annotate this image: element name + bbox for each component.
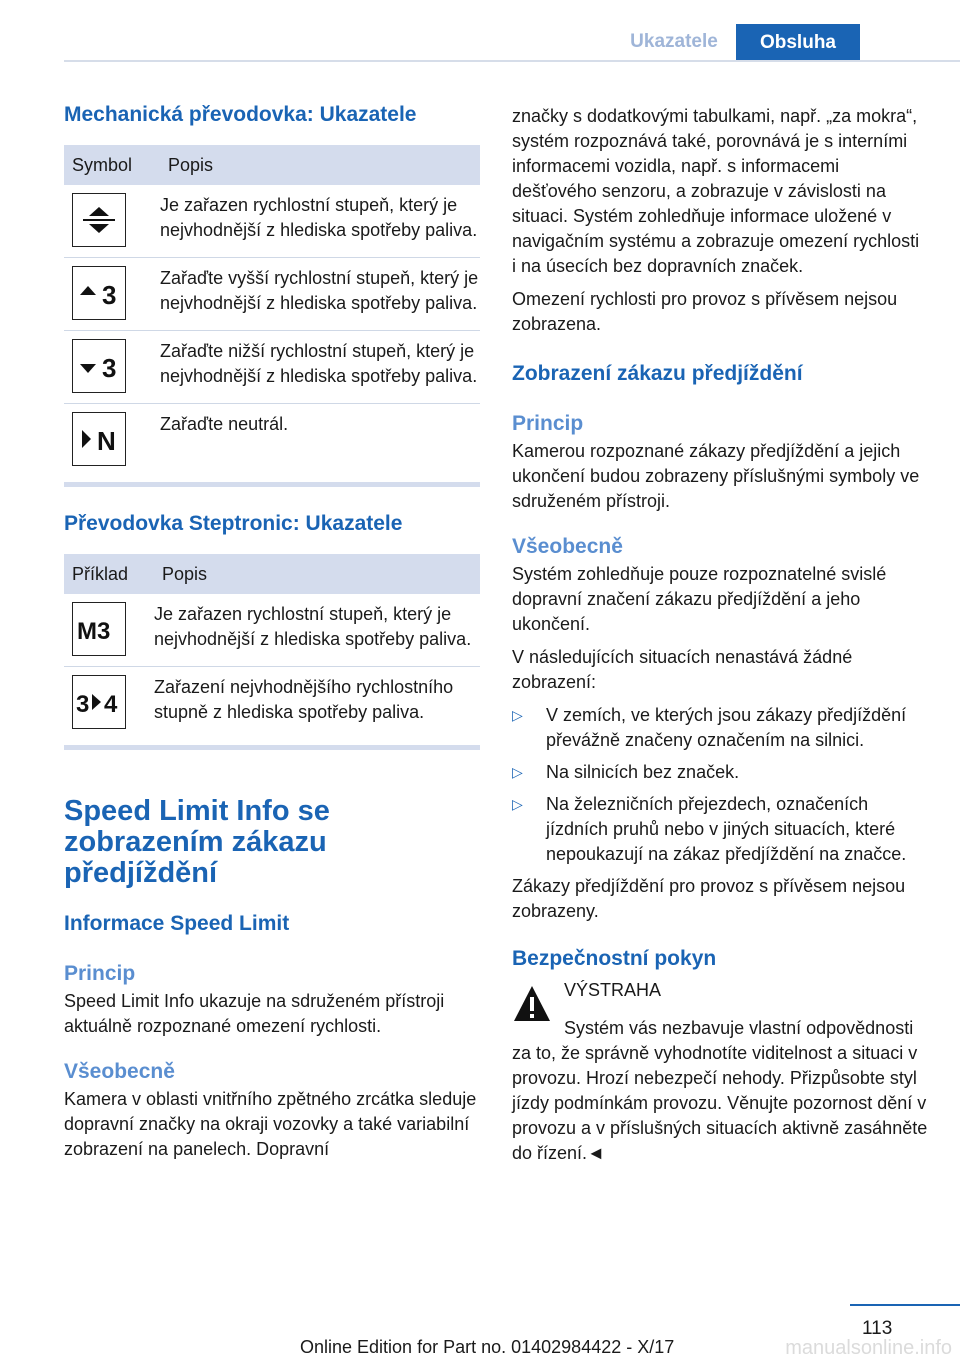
trailer-overtake-text: Zákazy předjíždění pro provoz s přívěsem nejsou zobrazeny.: [512, 876, 906, 921]
table-row: [64, 667, 480, 740]
left-column: [64, 100, 480, 1162]
shift-up-3-icon: [72, 266, 126, 320]
col-desc-header: Popis: [160, 145, 480, 185]
svg-text:3: 3: [76, 691, 90, 718]
table-row: [64, 331, 480, 404]
list-item: ▷ V zemích, ve kterých jsou zákazy předjíždění převážně značeny označením na silnici.: [512, 705, 907, 750]
header-tab-obsluha[interactable]: Obsluha: [736, 24, 860, 61]
list-item: ▷ Na silnicích bez značek.: [512, 760, 928, 785]
warning-text: Systém vás nezbavuje vlastní odpovědnosti za to, že správně vyhodnotíte viditelnost a situaci v provozu. Hrozí nebezpečí nehody. Přizpůsobte styl jízdy podmínkám provozu. Věnujte pozornost dění v provozu a v příslušných situacích aktivně zasáhněte do řízení.◄: [512, 1018, 928, 1163]
svg-text:4: 4: [104, 691, 118, 718]
safety-heading: Bezpečnostní pokyn: [512, 947, 717, 970]
speed-limit-subheading: Informace Speed Limit: [64, 912, 290, 935]
row-desc: Zařaďte neutrál.: [160, 414, 289, 434]
list-item: ▷ Na železničních přejezdech, označeních jízdních pruhů nebo v jiných situacích, které nepoukazují na zákaz předjíždění na značce.: [512, 794, 907, 864]
princip-text: Speed Limit Info ukazuje na sdruženém přístroji aktuálně rozpoznané omezení rychlosti.: [64, 991, 445, 1036]
shift-down-3-icon: [72, 339, 126, 393]
svg-text:N: N: [97, 426, 116, 455]
online-edition-label: Online Edition for Part no. 01402984422 - X/17: [300, 1337, 675, 1357]
row-desc: Je zařazen rychlostní stupeň, který je nejvhodnější z hlediska spotřeby paliva.: [154, 604, 472, 649]
col-symbol-header: Symbol: [64, 145, 160, 185]
mech-title: Mechanická převodovka: Ukazatele: [64, 103, 417, 126]
main-heading: Speed Limit Info se zobrazením zákazu předjíždění: [64, 795, 330, 889]
vseobecne-heading: Všeobecně: [512, 535, 623, 558]
page-number: 113: [862, 1318, 893, 1339]
bullet-list: [512, 703, 928, 867]
steptronic-table: [64, 554, 480, 739]
table-row: [64, 185, 480, 258]
warning-triangle-icon: [512, 984, 552, 1024]
header-divider: [64, 60, 960, 62]
vseobecne-text: Systém zohledňuje pouze rozpoznatelné svislé dopravní značení zákazu předjíždění a jeho ukončení.: [512, 564, 887, 634]
triangle-bullet-icon: ▷: [512, 796, 523, 812]
svg-text:M3: M3: [77, 618, 111, 645]
header-tab-ukazatele[interactable]: Ukazatele: [630, 31, 718, 52]
table-row: [64, 258, 480, 331]
mech-table: [64, 145, 480, 476]
steptronic-title: Převodovka Steptronic: Ukazatele: [64, 512, 403, 535]
col-example-header: Příklad: [64, 554, 154, 594]
table-row: [64, 594, 480, 667]
shift-neutral-icon: [72, 412, 126, 466]
table-end-bar: [64, 482, 480, 487]
row-desc: Zařaďte nižší rychlostní stupeň, který je nejvhodnější z hlediska spotřeby paliva.: [160, 341, 478, 386]
princip-heading: Princip: [64, 962, 136, 985]
svg-text:3: 3: [102, 353, 117, 382]
shift-optimal-icon: [72, 193, 126, 247]
gear-3-to-4-icon: [72, 675, 126, 729]
col-desc-header: Popis: [154, 554, 480, 594]
table-end-bar: [64, 745, 480, 750]
triangle-bullet-icon: ▷: [512, 764, 523, 780]
no-display-text: V následujících situacích nenastává žádné zobrazení:: [512, 647, 853, 692]
trailer-speed-text: Omezení rychlosti pro provoz s přívěsem nejsou zobrazena.: [512, 289, 898, 334]
row-desc: Zařaďte vyšší rychlostní stupeň, který je nejvhodnější z hlediska spotřeby paliva.: [160, 268, 479, 313]
svg-text:3: 3: [102, 280, 117, 309]
row-desc: Zařazení nejvhodnějšího rychlostního stupně z hlediska spotřeby paliva.: [154, 677, 454, 722]
princip-text: Kamerou rozpoznané zákazy předjíždění a jejich ukončení budou zobrazeny příslušnými symboly ve sdruženém přístroji.: [512, 441, 920, 511]
watermark: manualsonline.info: [785, 1337, 952, 1359]
overtake-heading: Zobrazení zákazu předjíždění: [512, 362, 803, 385]
princip-heading: Princip: [512, 412, 584, 435]
vseobecne-heading: Všeobecně: [64, 1060, 175, 1083]
warning-label: VÝSTRAHA: [564, 980, 662, 1000]
row-desc: Je zařazen rychlostní stupeň, který je nejvhodnější z hlediska spotřeby paliva.: [160, 195, 478, 240]
vseobecne-text: Kamera v oblasti vnitřního zpětného zrcátka sleduje dopravní značky na okraji vozovky a také variabilní zobrazení na panelech. Dopravní: [64, 1089, 477, 1159]
triangle-bullet-icon: ▷: [512, 707, 523, 723]
table-row: [64, 404, 480, 477]
continued-text: značky s dodatkovými tabulkami, např. „za mokra“, systém rozpoznává také, porovnává je s interními informacemi vozidla, např. s informacemi dešťového senzoru, a zobrazuje v závislosti na situaci. Systém zohledňuje informace uložené v navigačním systému a zobrazuje omezení rychlosti i na úsecích bez dopravních značek.: [512, 106, 920, 276]
right-column: [512, 104, 928, 1166]
footer-divider: [850, 1304, 960, 1306]
gear-m3-icon: [72, 602, 126, 656]
